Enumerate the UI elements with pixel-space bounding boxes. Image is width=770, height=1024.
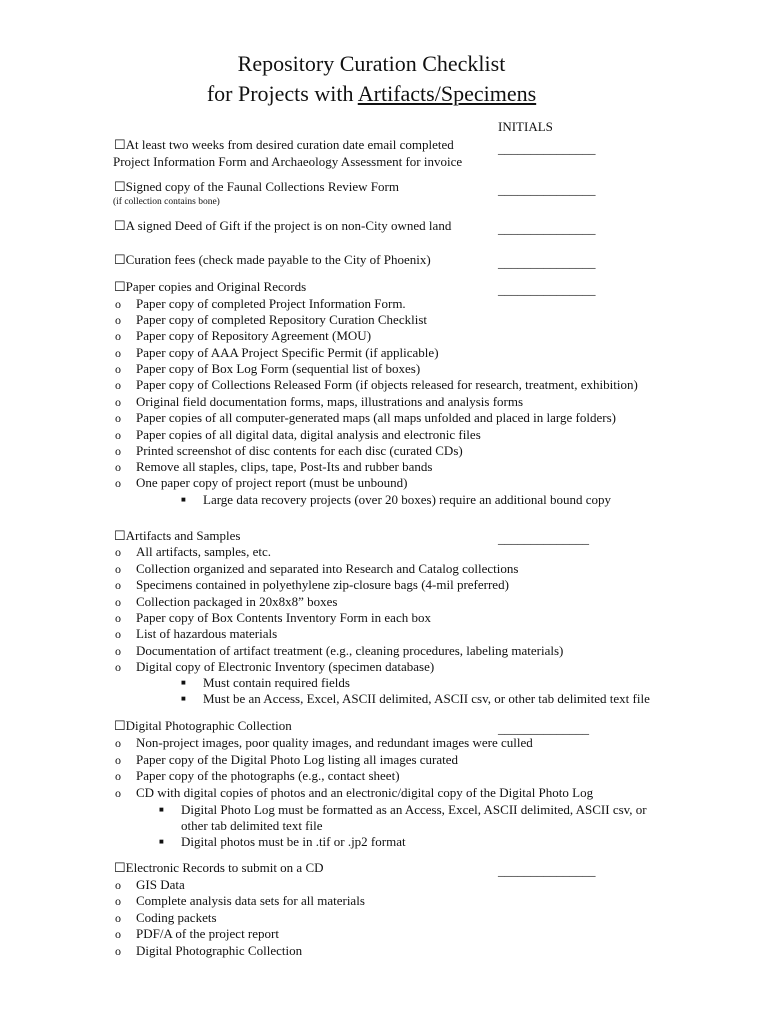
list-item-text: Paper copy of Repository Agreement (MOU) — [136, 328, 372, 343]
page-title-line2 — [0, 80, 743, 108]
square-bullet-icon: ■ — [159, 805, 164, 814]
bullet-icon: o — [115, 411, 121, 425]
list-item-text: Remove all staples, clips, tape, Post-Its and rubber bands — [136, 459, 433, 474]
sub-list-item-text: Must contain required fields — [203, 675, 350, 690]
sub-list-item-text: Must be an Access, Excel, ASCII delimited, ASCII csv, or other tab delimited text file — [203, 691, 650, 706]
list-item-text: Digital copy of Electronic Inventory (specimen database) — [136, 659, 435, 674]
bullet-icon: o — [115, 660, 121, 674]
section-heading: Paper copies and Original Records — [125, 279, 307, 294]
bullet-icon: o — [115, 362, 121, 376]
checkbox-icon[interactable]: ☐ — [114, 252, 126, 267]
bullet-icon: o — [115, 753, 121, 767]
bullet-icon: o — [115, 769, 121, 783]
section-heading: Digital Photographic Collection — [125, 718, 292, 733]
checkbox-icon[interactable]: ☐ — [114, 528, 126, 543]
bullet-icon: o — [115, 562, 121, 576]
sub-list-item-text: Digital Photo Log must be formatted as an Access, Excel, ASCII delimited, ASCII csv, or — [181, 802, 647, 817]
list-item-text: Digital Photographic Collection — [136, 943, 303, 958]
bullet-icon: o — [115, 460, 121, 474]
list-item-text: Non-project images, poor quality images, and redundant images were culled — [136, 735, 533, 750]
checklist-item-digital-photo[interactable] — [114, 718, 292, 734]
checklist-item-curation-fees[interactable] — [114, 252, 431, 268]
list-item-text: Original field documentation forms, maps, illustrations and analysis forms — [136, 394, 524, 409]
square-bullet-icon: ■ — [159, 837, 164, 846]
item-note: (if collection contains bone) — [113, 197, 220, 207]
title-prefix: for Projects with — [206, 81, 358, 106]
initials-blank[interactable]: _______________ — [498, 141, 596, 156]
checkbox-icon[interactable]: ☐ — [114, 137, 126, 152]
checklist-item-artifacts-samples[interactable] — [114, 528, 240, 544]
bullet-icon: o — [115, 611, 121, 625]
square-bullet-icon: ■ — [181, 495, 186, 504]
bullet-icon: o — [115, 911, 121, 925]
bullet-icon: o — [115, 627, 121, 641]
list-item-text: List of hazardous materials — [136, 626, 278, 641]
item-label: A signed Deed of Gift if the project is on non-City owned land — [125, 218, 452, 233]
bullet-icon: o — [115, 595, 121, 609]
checklist-item-deed-of-gift[interactable] — [114, 218, 451, 234]
section-heading: Artifacts and Samples — [125, 528, 241, 543]
checkbox-icon[interactable]: ☐ — [114, 718, 126, 733]
list-item-text: Printed screenshot of disc contents for each disc (curated CDs) — [136, 443, 463, 458]
list-item-text: Paper copy of Box Contents Inventory Form in each box — [136, 610, 431, 625]
list-item-text: One paper copy of project report (must be unbound) — [136, 475, 408, 490]
list-item-text: CD with digital copies of photos and an electronic/digital copy of the Digital Photo Log — [136, 785, 594, 800]
checkbox-icon[interactable]: ☐ — [114, 279, 126, 294]
square-bullet-icon: ■ — [181, 694, 186, 703]
list-item-text: Paper copy of Box Log Form (sequential list of boxes) — [136, 361, 421, 376]
list-item-text: Coding packets — [136, 910, 217, 925]
bullet-icon: o — [115, 444, 121, 458]
square-bullet-icon: ■ — [181, 678, 186, 687]
bullet-icon: o — [115, 944, 121, 958]
item-label: Signed copy of the Faunal Collections Review Form — [125, 179, 399, 194]
checkbox-icon[interactable]: ☐ — [114, 218, 126, 233]
list-item-text: Collection packaged in 20x8x8” boxes — [136, 594, 338, 609]
initials-blank[interactable]: _______________ — [498, 863, 596, 878]
bullet-icon: o — [115, 378, 121, 392]
initials-blank[interactable]: _______________ — [498, 255, 596, 270]
initials-header: INITIALS — [498, 119, 553, 134]
bullet-icon: o — [115, 736, 121, 750]
page-title-line1: Repository Curation Checklist — [237, 51, 506, 76]
sub-list-item-text-continued: other tab delimited text file — [181, 818, 323, 833]
bullet-icon: o — [115, 476, 121, 490]
section-heading: Electronic Records to submit on a CD — [125, 860, 324, 875]
list-item-text: PDF/A of the project report — [136, 926, 279, 941]
bullet-icon: o — [115, 428, 121, 442]
list-item-text: Specimens contained in polyethylene zip-closure bags (4-mil preferred) — [136, 577, 509, 592]
checklist-item-paper-copies[interactable] — [114, 279, 306, 295]
list-item-text: Paper copies of all computer-generated maps (all maps unfolded and placed in large folders) — [136, 410, 616, 425]
list-item-text: GIS Data — [136, 877, 185, 892]
list-item-text: Complete analysis data sets for all materials — [136, 893, 365, 908]
bullet-icon: o — [115, 297, 121, 311]
list-item-text: Paper copy of AAA Project Specific Permit (if applicable) — [136, 345, 439, 360]
item-label-continued: Project Information Form and Archaeology Assessment for invoice — [113, 154, 463, 169]
list-item-text: Collection organized and separated into Research and Catalog collections — [136, 561, 519, 576]
bullet-icon: o — [115, 786, 121, 800]
bullet-icon: o — [115, 927, 121, 941]
list-item-text: Paper copy of the photographs (e.g., contact sheet) — [136, 768, 400, 783]
initials-blank[interactable]: _______________ — [498, 182, 596, 197]
checklist-item-email-forms[interactable] — [114, 137, 454, 153]
initials-blank[interactable]: _______________ — [498, 221, 596, 236]
checkbox-icon[interactable]: ☐ — [114, 860, 126, 875]
list-item-text: Paper copies of all digital data, digital analysis and electronic files — [136, 427, 481, 442]
initials-blank[interactable]: _______________ — [498, 282, 596, 297]
bullet-icon: o — [115, 878, 121, 892]
list-item-text: Paper copy of the Digital Photo Log listing all images curated — [136, 752, 459, 767]
item-label: Curation fees (check made payable to the City of Phoenix) — [125, 252, 431, 267]
bullet-icon: o — [115, 894, 121, 908]
bullet-icon: o — [115, 644, 121, 658]
bullet-icon: o — [115, 346, 121, 360]
bullet-icon: o — [115, 395, 121, 409]
bullet-icon: o — [115, 545, 121, 559]
title-underlined: Artifacts/Specimens — [357, 81, 537, 106]
checklist-item-faunal-form[interactable] — [114, 179, 399, 195]
initials-blank[interactable]: ______________ — [498, 721, 589, 736]
initials-blank[interactable]: ______________ — [498, 531, 589, 546]
sub-list-item-text: Large data recovery projects (over 20 boxes) require an additional bound copy — [203, 492, 612, 507]
list-item-text: All artifacts, samples, etc. — [136, 544, 272, 559]
bullet-icon: o — [115, 578, 121, 592]
list-item-text: Paper copy of completed Repository Curation Checklist — [136, 312, 427, 327]
checkbox-icon[interactable]: ☐ — [114, 179, 126, 194]
bullet-icon: o — [115, 329, 121, 343]
bullet-icon: o — [115, 313, 121, 327]
list-item-text: Documentation of artifact treatment (e.g., cleaning procedures, labeling materials) — [136, 643, 564, 658]
sub-list-item-text: Digital photos must be in .tif or .jp2 format — [181, 834, 406, 849]
list-item-text: Paper copy of Collections Released Form (if objects released for research, treatment, exhibition) — [136, 377, 638, 392]
item-label: At least two weeks from desired curation date email completed — [125, 137, 454, 152]
checklist-item-electronic-records[interactable] — [114, 860, 324, 876]
list-item-text: Paper copy of completed Project Information Form. — [136, 296, 406, 311]
